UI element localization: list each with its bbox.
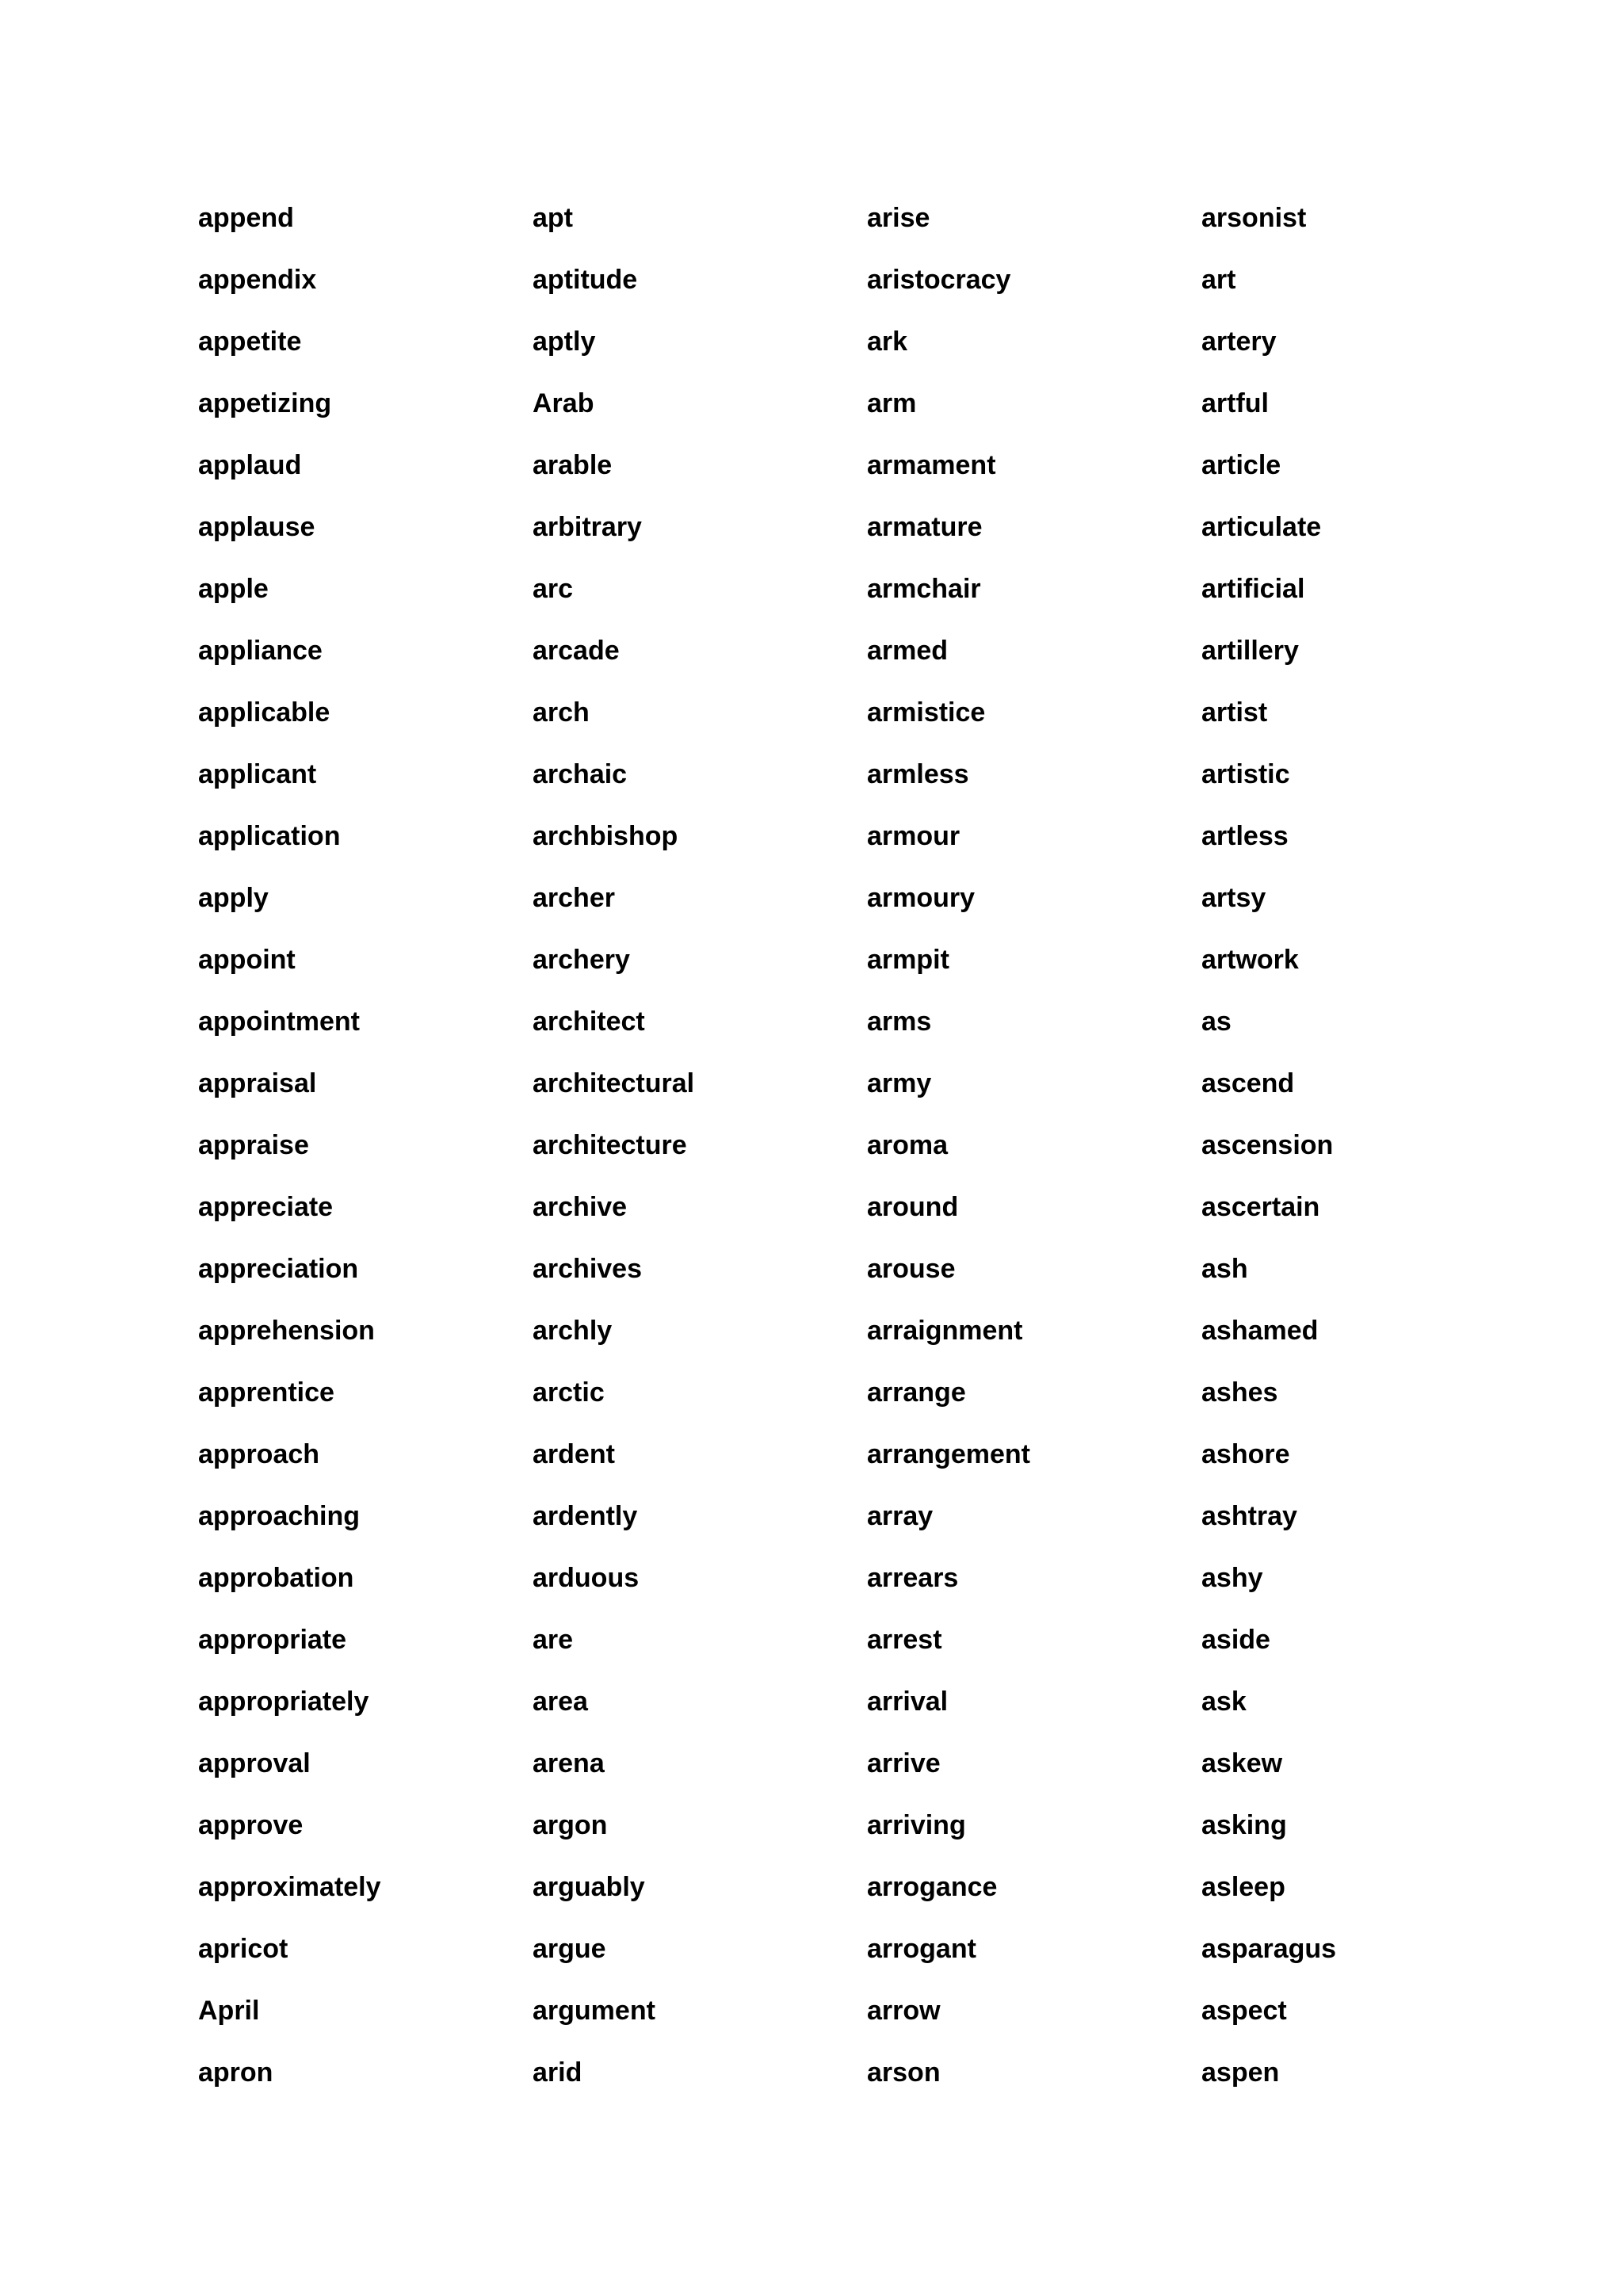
word-entry: aptitude — [533, 265, 638, 295]
word-entry: arraignment — [867, 1316, 1023, 1346]
word-entry: appreciation — [198, 1254, 359, 1284]
word-entry: armature — [867, 512, 983, 542]
word-entry: Arab — [533, 388, 594, 418]
word-entry: asleep — [1201, 1872, 1285, 1902]
word-entry: arcade — [533, 636, 620, 666]
word-entry: arms — [867, 1007, 932, 1037]
word-entry: asparagus — [1201, 1934, 1337, 1964]
word-entry: apt — [533, 203, 573, 233]
word-entry: artful — [1201, 388, 1269, 418]
word-entry: askew — [1201, 1748, 1283, 1778]
word-entry: arctic — [533, 1377, 605, 1408]
word-entry: artwork — [1201, 945, 1299, 975]
word-entry: archaic — [533, 759, 628, 789]
word-entry: approval — [198, 1748, 311, 1778]
word-entry: argument — [533, 1996, 655, 2026]
word-entry: arrogant — [867, 1934, 976, 1964]
word-entry: arise — [867, 203, 930, 233]
word-entry: appropriately — [198, 1687, 369, 1717]
word-entry: applicable — [198, 697, 330, 728]
word-entry: architecture — [533, 1130, 687, 1160]
word-entry: armistice — [867, 697, 986, 728]
word-entry: appetizing — [198, 388, 332, 418]
word-entry: arrangement — [867, 1439, 1030, 1469]
word-entry: arable — [533, 450, 613, 480]
word-entry: apprehension — [198, 1316, 375, 1346]
word-entry: arrest — [867, 1625, 942, 1655]
word-entry: appointment — [198, 1007, 360, 1037]
word-entry: appraise — [198, 1130, 309, 1160]
word-entry: appraisal — [198, 1068, 317, 1098]
word-entry: article — [1201, 450, 1281, 480]
word-entry: arrive — [867, 1748, 941, 1778]
word-entry: arrears — [867, 1563, 959, 1593]
word-entry: architect — [533, 1007, 645, 1037]
word-entry: ash — [1201, 1254, 1248, 1284]
word-entry: artless — [1201, 821, 1289, 851]
word-entry: appreciate — [198, 1192, 334, 1222]
word-entry: append — [198, 203, 294, 233]
word-entry: arduous — [533, 1563, 640, 1593]
word-entry: ashy — [1201, 1563, 1263, 1593]
word-entry: arrival — [867, 1687, 949, 1717]
word-entry: artistic — [1201, 759, 1290, 789]
word-entry: artery — [1201, 327, 1277, 357]
word-entry: aptly — [533, 327, 596, 357]
word-entry: ask — [1201, 1687, 1247, 1717]
word-entry: arrange — [867, 1377, 966, 1408]
word-entry: approaching — [198, 1501, 361, 1531]
word-entry: arguably — [533, 1872, 645, 1902]
word-entry: archer — [533, 883, 615, 913]
word-entry: architectural — [533, 1068, 695, 1098]
word-entry: ashtray — [1201, 1501, 1297, 1531]
word-entry: asking — [1201, 1810, 1287, 1840]
word-entry: ashamed — [1201, 1316, 1319, 1346]
word-entry: armoury — [867, 883, 976, 913]
word-entry: ardently — [533, 1501, 638, 1531]
word-entry: arrogance — [867, 1872, 998, 1902]
word-entry: ashes — [1201, 1377, 1278, 1408]
word-entry: arriving — [867, 1810, 966, 1840]
word-entry: apricot — [198, 1934, 288, 1964]
word-entry: argon — [533, 1810, 608, 1840]
word-entry: army — [867, 1068, 932, 1098]
word-entry: armpit — [867, 945, 949, 975]
word-entry: arid — [533, 2057, 582, 2088]
word-entry: area — [533, 1687, 588, 1717]
word-entry: argue — [533, 1934, 606, 1964]
word-entry: archive — [533, 1192, 628, 1222]
word-entry: art — [1201, 265, 1236, 295]
word-entry: armament — [867, 450, 996, 480]
word-entry: artillery — [1201, 636, 1299, 666]
word-entry: approve — [198, 1810, 304, 1840]
word-entry: apple — [198, 574, 269, 604]
word-entry: armchair — [867, 574, 981, 604]
word-entry: aroma — [867, 1130, 949, 1160]
word-entry: ascertain — [1201, 1192, 1320, 1222]
word-entry: articulate — [1201, 512, 1322, 542]
word-entry: array — [867, 1501, 934, 1531]
word-entry: aspen — [1201, 2057, 1280, 2088]
word-entry: apply — [198, 883, 269, 913]
word-entry: appendix — [198, 265, 317, 295]
word-entry: arouse — [867, 1254, 956, 1284]
word-entry: arrow — [867, 1996, 941, 2026]
word-entry: ascension — [1201, 1130, 1334, 1160]
word-entry: aspect — [1201, 1996, 1287, 2026]
word-entry: armour — [867, 821, 960, 851]
word-entry: around — [867, 1192, 959, 1222]
word-entry: apprentice — [198, 1377, 334, 1408]
word-entry: applaud — [198, 450, 302, 480]
word-entry: arena — [533, 1748, 605, 1778]
word-entry: approximately — [198, 1872, 381, 1902]
word-entry: archly — [533, 1316, 613, 1346]
word-entry: archbishop — [533, 821, 678, 851]
word-entry: April — [198, 1996, 260, 2026]
word-entry: approach — [198, 1439, 320, 1469]
word-entry: appropriate — [198, 1625, 347, 1655]
word-entry: are — [533, 1625, 574, 1655]
word-entry: approbation — [198, 1563, 354, 1593]
word-list-grid — [198, 194, 1545, 2111]
word-entry: as — [1201, 1007, 1232, 1037]
word-entry: ascend — [1201, 1068, 1295, 1098]
word-entry: arbitrary — [533, 512, 642, 542]
word-entry: archives — [533, 1254, 642, 1284]
word-entry: applause — [198, 512, 315, 542]
word-entry: ardent — [533, 1439, 615, 1469]
word-entry: arson — [867, 2057, 941, 2088]
word-entry: arsonist — [1201, 203, 1307, 233]
word-entry: artificial — [1201, 574, 1305, 604]
word-entry: arc — [533, 574, 574, 604]
word-entry: appetite — [198, 327, 302, 357]
word-entry: archery — [533, 945, 630, 975]
word-entry: aristocracy — [867, 265, 1011, 295]
word-entry: artsy — [1201, 883, 1266, 913]
word-entry: aside — [1201, 1625, 1270, 1655]
word-entry: appliance — [198, 636, 323, 666]
word-entry: arm — [867, 388, 917, 418]
word-entry: ashore — [1201, 1439, 1290, 1469]
word-entry: artist — [1201, 697, 1268, 728]
word-entry: ark — [867, 327, 908, 357]
word-entry: arch — [533, 697, 590, 728]
word-entry: armed — [867, 636, 949, 666]
word-entry: apron — [198, 2057, 273, 2088]
word-entry: application — [198, 821, 341, 851]
word-entry: armless — [867, 759, 969, 789]
word-entry: appoint — [198, 945, 296, 975]
word-entry: applicant — [198, 759, 317, 789]
